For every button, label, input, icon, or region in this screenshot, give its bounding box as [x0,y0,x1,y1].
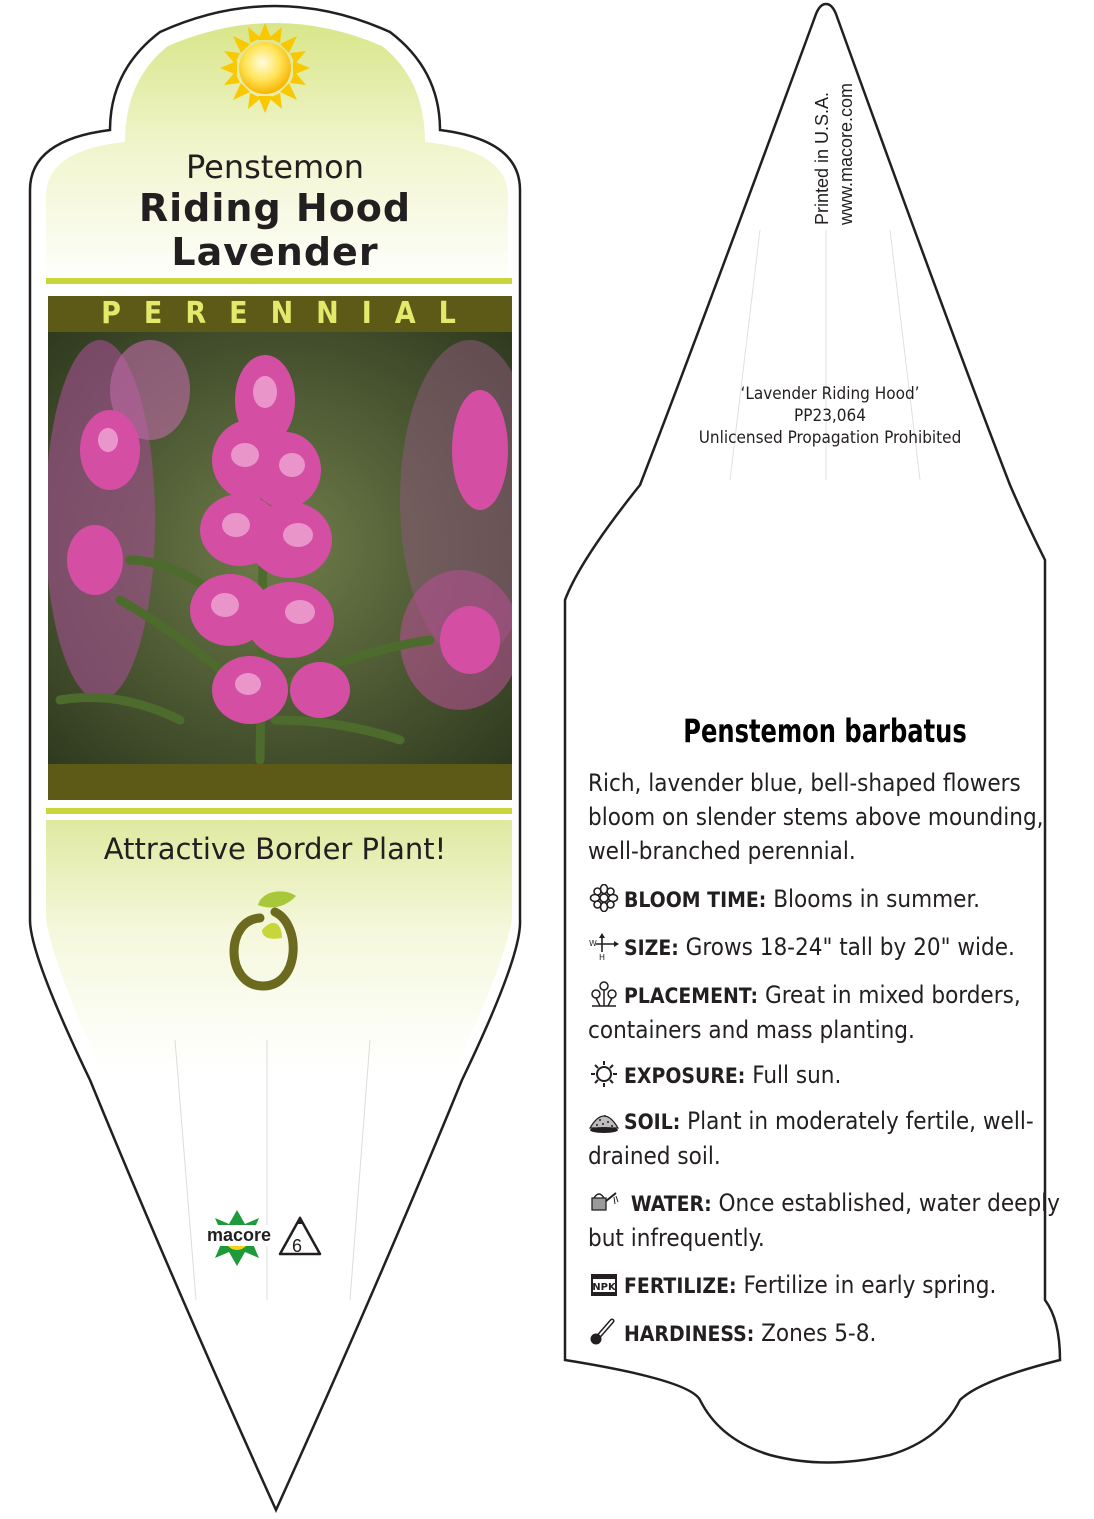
care-hardiness [588,1316,1078,1351]
water-label: WATER: [630,1192,712,1216]
placement-text: Great in mixed borders, containers and mass planting. [588,981,1021,1044]
patent-notice: Unlicensed Propagation Prohibited [698,428,962,448]
soil-label: SOIL: [624,1110,681,1134]
printed-in-usa: Printed in U.S.A. [812,91,832,225]
care-bloom-time [588,882,1078,917]
soil-pile-icon [588,1106,620,1134]
photo-bottom-band [48,764,512,800]
plant-description: Rich, lavender blue, bell-shaped flowers bloom on slender stems above mounding, well-branched perennial. [588,769,1044,865]
patent-number: PP23,064 [794,406,866,426]
thermometer-icon [588,1318,620,1346]
care-fertilize [588,1268,1078,1303]
bloom-time-label: BLOOM TIME: [624,888,767,912]
care-placement [588,978,1078,1047]
care-size [588,930,1078,965]
website-url: www.macore.com [836,82,856,225]
exposure-text: Full sun. [752,1061,842,1089]
flower-icon [588,884,620,912]
fertilize-text: Fertilize in early spring. [743,1271,997,1299]
watering-can-icon [588,1188,620,1216]
hardiness-label: HARDINESS: [624,1322,755,1346]
size-icon-w: W [589,939,597,948]
size-text: Grows 18-24" tall by 20" wide. [685,933,1015,961]
fertilize-label: FERTILIZE: [624,1274,737,1298]
care-water [588,1186,1078,1255]
variety-name-line2: Lavender [171,230,379,274]
variety-name-line1: Riding Hood [138,186,412,230]
soil-text: Plant in moderately fertile, well-drained soil. [588,1107,1034,1170]
care-exposure [588,1058,1078,1093]
tagline: Attractive Border Plant! [103,832,447,866]
care-soil [588,1104,1078,1173]
macore-brand-text: macore [207,1225,272,1245]
npk-text: NPK [592,1282,616,1293]
size-label: SIZE: [624,936,679,960]
bloom-time-text: Blooms in summer. [773,885,980,913]
fertilizer-bag-icon [588,1270,620,1298]
recycle-code-number: 6 [292,1236,303,1256]
exposure-label: EXPOSURE: [624,1064,746,1088]
patent-name: ‘Lavender Riding Hood’ [740,384,920,404]
plant-genus: Penstemon [185,148,365,186]
hardiness-text: Zones 5-8. [761,1319,877,1347]
size-arrows-icon [588,932,620,960]
water-text: Once established, water deeply but infrequently. [588,1189,1060,1252]
category-label: PERENNIAL [101,296,479,331]
placement-label: PLACEMENT: [624,984,759,1008]
plants-icon [588,980,620,1008]
scientific-name: Penstemon barbatus [683,712,967,750]
size-icon-h: H [599,953,606,960]
plant-photo [45,332,540,764]
full-sun-icon [220,23,310,113]
sun-icon [588,1060,620,1088]
